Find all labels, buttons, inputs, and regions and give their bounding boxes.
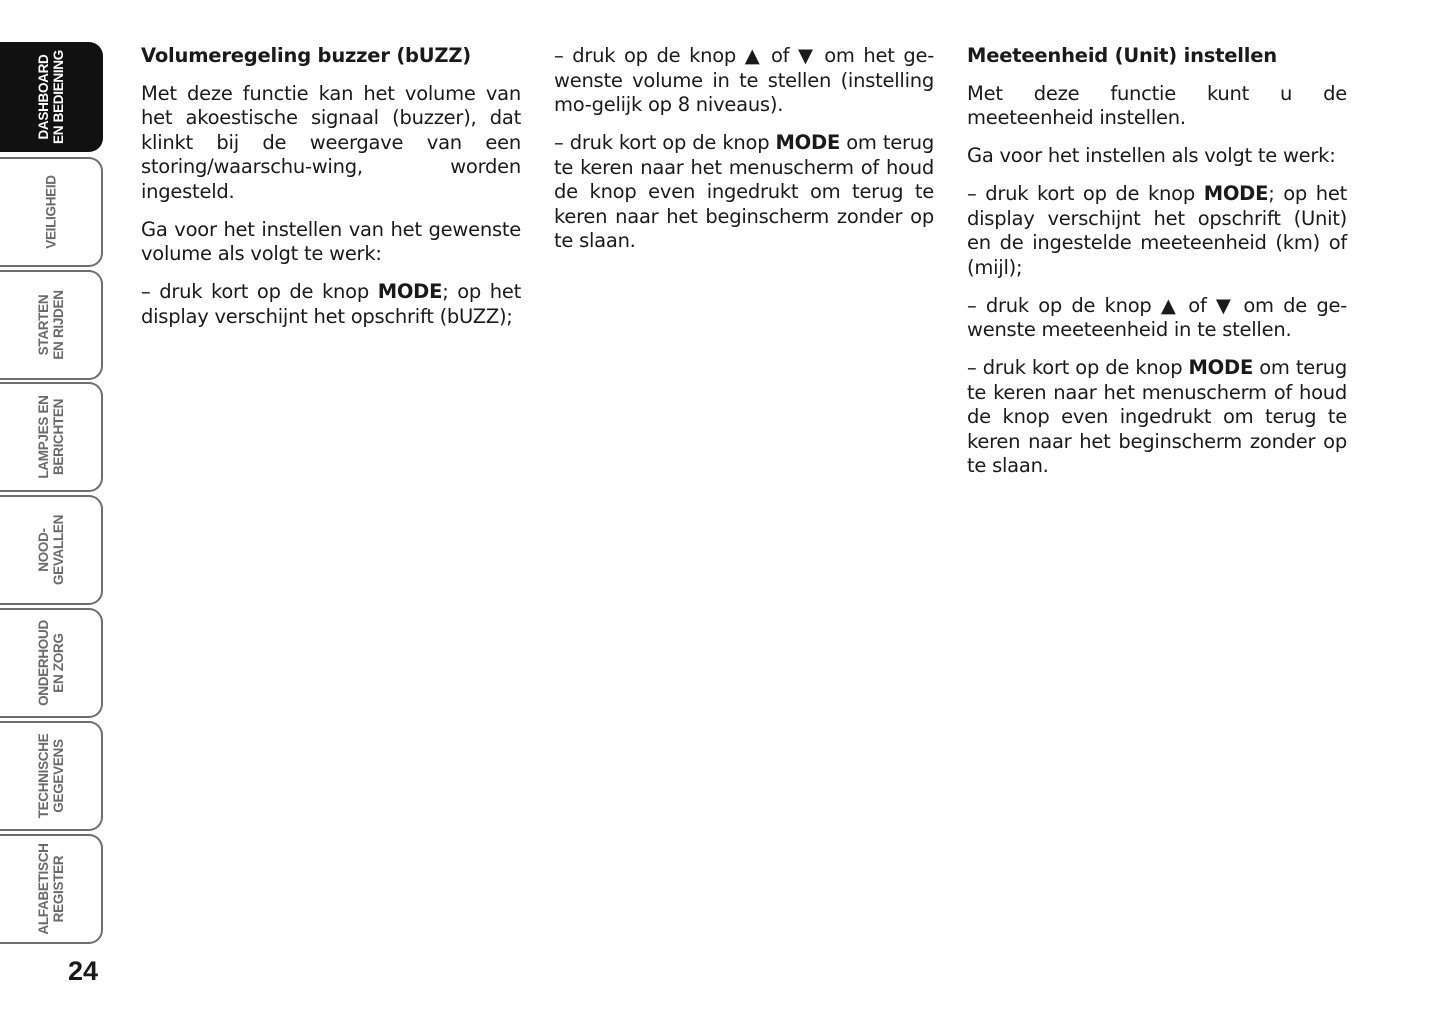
tab-label: STARTEN EN RIJDEN (35, 290, 66, 360)
column-1 (141, 44, 521, 343)
tab-label: ONDERHOUD EN ZORG (35, 620, 66, 706)
paragraph: – druk op de knop ▲ of ▼ om het ge-wenste volume in te stellen (instelling mo-gelijk op 8 niveaus). (554, 44, 934, 116)
paragraph: Ga voor het instellen als volgt te werk: (967, 144, 1336, 167)
section-heading-buzzer: Volumeregeling buzzer (bUZZ) (141, 44, 472, 67)
mode-keyword: MODE (1188, 356, 1254, 379)
mode-keyword: MODE (775, 131, 841, 154)
paragraph: – druk kort op de knop MODE om terug te keren naar het menuscherm of houd de knop even ingedrukt om terug te keren naar het beginscherm zonder op te slaan. (967, 356, 1347, 477)
paragraph: Met deze functie kunt u de meeteenheid instellen. (967, 81, 1347, 129)
paragraph: – druk op de knop ▲ of ▼ om de ge-wenste meeteenheid in te stellen. (967, 293, 1347, 341)
tab-starten-en-rijden[interactable] (0, 270, 103, 380)
tab-noodgevallen[interactable] (0, 495, 103, 605)
tab-label: TECHNISCHE GEGEVENS (35, 733, 66, 819)
paragraph: Met deze functie kan het volume van het akoestische signaal (buzzer), dat klinkt bij de weergave van een storing/waarschu-wing, worden ingesteld. (141, 81, 521, 203)
tab-veiligheid[interactable] (0, 157, 103, 267)
column-2 (554, 44, 934, 267)
tab-label: DASHBOARD EN BEDIENING (35, 50, 66, 144)
paragraph: – druk kort op de knop MODE; op het display verschijnt het opschrift (bUZZ); (141, 280, 521, 328)
tab-label: ALFABETISCH REGISTER (35, 843, 66, 935)
tab-onderhoud-en-zorg[interactable] (0, 608, 103, 718)
page-number: 24 (68, 956, 99, 986)
tab-label: VEILIGHEID (43, 175, 58, 249)
paragraph: – druk kort op de knop MODE om terug te keren naar het menuscherm of houd de knop even ingedrukt om terug te keren naar het beginscherm zonder op te slaan. (554, 131, 934, 252)
tab-alfabetisch-register[interactable] (0, 834, 103, 944)
column-3 (967, 44, 1347, 492)
tab-lampjes-en-berichten[interactable] (0, 382, 103, 492)
tab-label: LAMPJES EN BERICHTEN (35, 395, 66, 479)
paragraph: Ga voor het instellen van het gewenste volume als volgt te werk: (141, 217, 521, 265)
mode-keyword: MODE (1203, 182, 1269, 205)
tab-technische-gegevens[interactable] (0, 721, 103, 831)
paragraph: – druk kort op de knop MODE; op het display verschijnt het opschrift (Unit) en de ingestelde meeteenheid (km) of (mijl); (967, 182, 1347, 279)
tab-label: NOOD- GEVALLEN (35, 514, 66, 586)
section-heading-unit: Meeteenheid (Unit) instellen (967, 44, 1277, 67)
mode-keyword: MODE (377, 280, 443, 303)
tab-dashboard-en-bediening[interactable] (0, 42, 103, 152)
